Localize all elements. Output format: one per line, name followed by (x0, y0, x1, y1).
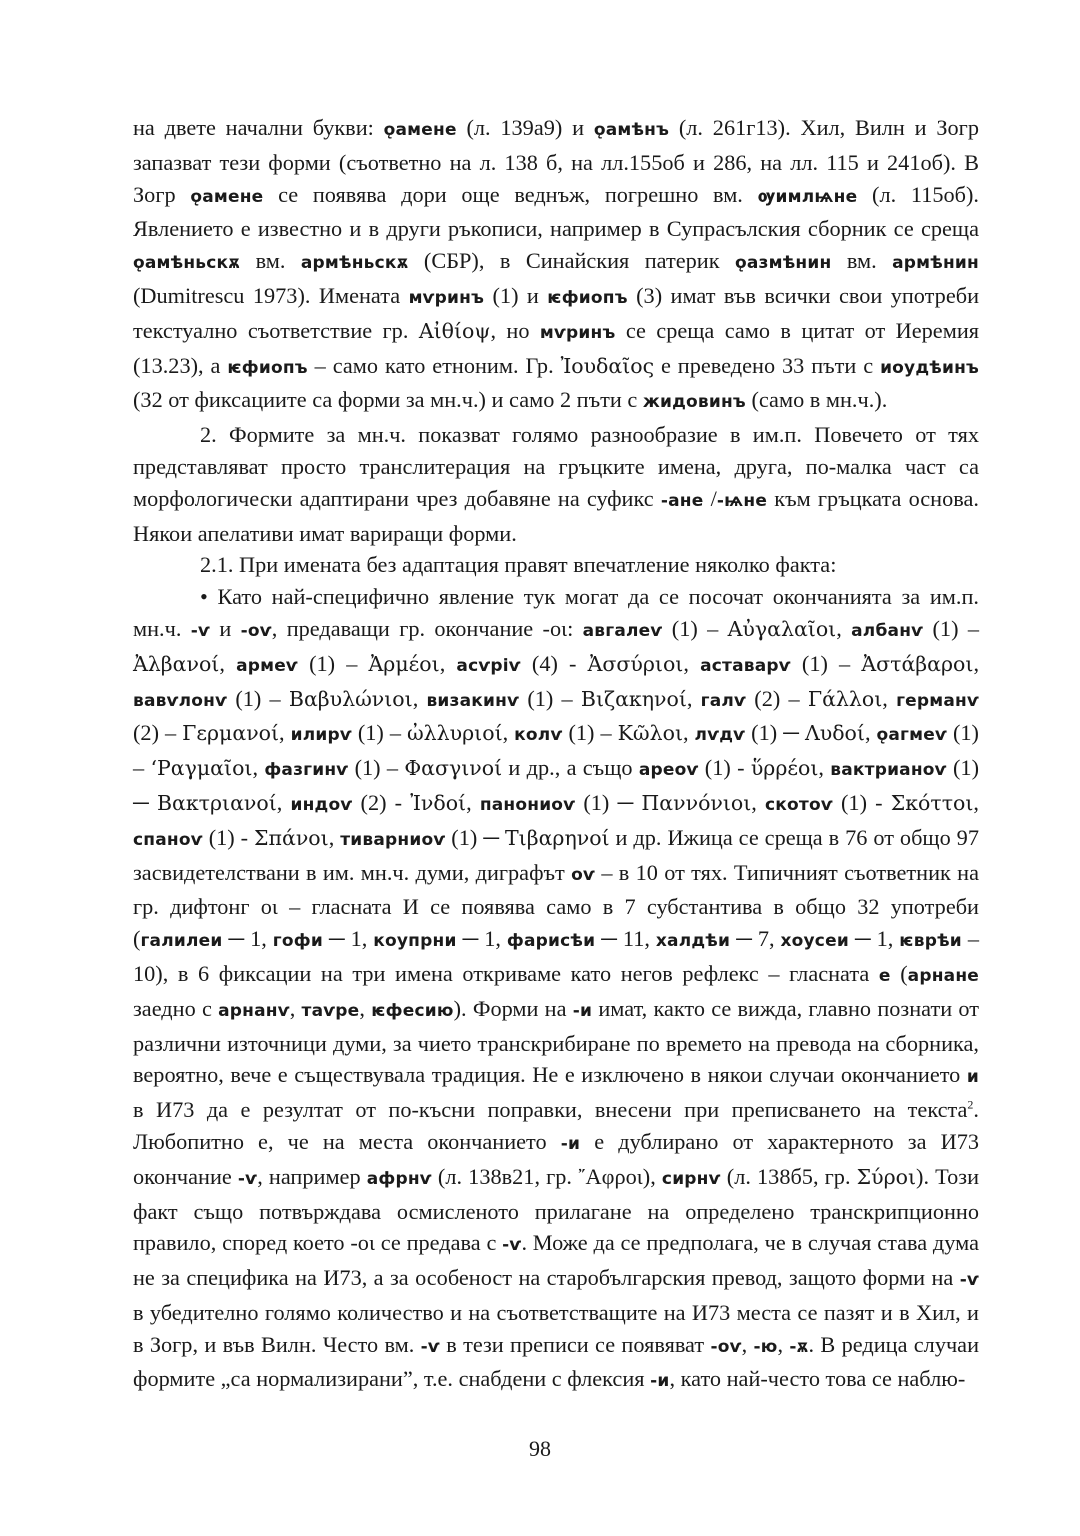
paragraph (133, 419, 979, 549)
old-church-slavonic-word: тиварниоѵ (340, 829, 446, 850)
old-church-slavonic-word: -ю (753, 1336, 778, 1357)
text-run: (1) – (297, 650, 369, 676)
text-run: е дублирано от характерното за И73 окончание (133, 1128, 979, 1189)
old-church-slavonic-word: фазгинѵ (264, 760, 349, 781)
greek-word: Βιζακηνοί (580, 686, 687, 711)
text-run: (само в мн.ч.). (745, 387, 888, 413)
old-church-slavonic-word: асѵріѵ (456, 655, 521, 676)
greek-word: Σκόττοι (890, 790, 974, 815)
text-run: ─ 7, (730, 926, 781, 952)
text-run: , (682, 720, 695, 746)
text-run: , (741, 1331, 754, 1357)
paragraph (133, 581, 979, 1398)
old-church-slavonic-word: панониоѵ (479, 794, 576, 815)
greek-word: Αἰθίοψ (418, 318, 491, 343)
greek-word: Kῶλοι (617, 721, 683, 746)
old-church-slavonic-word: ǫамѣньскѫ (133, 253, 241, 274)
old-church-slavonic-word: ѹимлѩне (757, 186, 858, 207)
old-church-slavonic-word: галилеи (140, 931, 223, 952)
greek-word: Τιβαρηνοί (505, 825, 610, 850)
text-run: ─ 1, (848, 926, 900, 952)
text-run: , (686, 685, 701, 711)
old-church-slavonic-word: армѣньскѫ (300, 253, 409, 274)
old-church-slavonic-word: коупрни (373, 931, 457, 952)
paragraph (133, 112, 979, 419)
text-run: (1) - (832, 789, 891, 815)
text-run: , (818, 755, 831, 781)
text-run: , (359, 995, 372, 1021)
old-church-slavonic-word: индоѵ (290, 794, 353, 815)
old-church-slavonic-word: ǫамене (190, 186, 264, 207)
greek-word: Σπάνοι (254, 825, 329, 850)
text-run: ( (890, 960, 908, 986)
greek-word: Γάλλοι (807, 686, 883, 711)
old-church-slavonic-word: иоудѣинъ (880, 357, 980, 378)
old-church-slavonic-word: спаноѵ (133, 829, 203, 850)
old-church-slavonic-word: -ѵ (237, 1168, 258, 1189)
greek-word: Παννόνιοι (641, 790, 752, 815)
text-run: е преведено 33 пъти с (654, 352, 881, 378)
text-run: ─ 1, (222, 926, 273, 952)
greek-word: Σύροι (856, 1164, 917, 1189)
text-run: вм. (240, 248, 301, 274)
old-church-slavonic-word: таѵре (301, 1000, 360, 1021)
old-church-slavonic-word: -ѫ (789, 1336, 809, 1357)
old-church-slavonic-word: авгалеѵ (582, 620, 663, 641)
text-run: . Любопитно е, че на места окончанието (133, 1097, 979, 1154)
text-run: (3) имат във всички свои употреби текстуално съответствие гр. (133, 282, 979, 343)
text-run: , (864, 720, 877, 746)
old-church-slavonic-word: гофи (272, 931, 323, 952)
old-church-slavonic-word: ǫамене (383, 120, 457, 140)
text-run: , (777, 1331, 790, 1357)
old-church-slavonic-word: германѵ (896, 690, 979, 711)
text-run: (л. 261г13). Хил, Вилн и Зогр запазват тези форми (съответно на л. 138 б, на лл.155об и 286, на лл. 115 и 241об). В Зогр (133, 115, 979, 207)
old-church-slavonic-word: галѵ (700, 690, 747, 711)
old-church-slavonic-word: -оѵ (710, 1336, 742, 1357)
old-church-slavonic-word: ǫамѣнъ (593, 120, 670, 140)
old-church-slavonic-word: арнане (907, 965, 980, 986)
old-church-slavonic-word: афрнѵ (366, 1168, 432, 1189)
text-run: , (751, 789, 766, 815)
text-run: (1) – (227, 685, 289, 711)
text-run: ─ 1, (322, 926, 374, 952)
old-church-slavonic-word: колѵ (514, 725, 563, 746)
old-church-slavonic-word: -и (650, 1371, 670, 1392)
old-church-slavonic-word: илирѵ (290, 725, 352, 746)
text-run: 2.1. При имената без адаптация правят впечатление няколко факта: (200, 552, 837, 578)
old-church-slavonic-word: -ѵ (190, 620, 211, 641)
text-run: 2. Формите за мн.ч. показват голямо разнообразие в им.п. Повечето от тях представляват просто транслитерация на гръцките имена, друга, по-малка част са морфологически адаптирани чрез добавяне на суфикс (133, 422, 979, 511)
text-run: • Като най-специфично явление тук могат да се посочат окончанията за им.п. мн.ч. (133, 584, 979, 641)
greek-word: Βακτριανοί (156, 790, 277, 815)
greek-word: Ἀρμέοι (368, 651, 440, 676)
text-run: се среща само в цитат от Иеремия (13.23), а (133, 317, 980, 378)
text-run: , като най-често това се наблю- (669, 1366, 966, 1392)
text-run: в тези преписи се появяват (439, 1331, 711, 1357)
text-run: (1) – (519, 685, 581, 711)
text-run: / (703, 485, 717, 511)
text-run: , (683, 650, 701, 676)
old-church-slavonic-word: вактрианоѵ (830, 760, 947, 781)
text-run: (1) ─ (575, 789, 642, 815)
text-run: , предаващи гр. окончание -οι: (271, 615, 583, 641)
text-run: на двете начални букви: (133, 115, 384, 140)
old-church-slavonic-word: ѥфиопъ (547, 287, 628, 308)
old-church-slavonic-word: и (966, 1067, 979, 1088)
old-church-slavonic-word: -ѵ (420, 1336, 440, 1357)
old-church-slavonic-word: -оѵ (240, 620, 272, 641)
text-run: , (279, 720, 291, 746)
text-run: (СБР), в Синайския патерик (408, 248, 735, 274)
greek-word: Φασγινοί (404, 756, 503, 781)
text-run: (1) – (562, 720, 618, 746)
text-run: (2) – (133, 720, 183, 746)
old-church-slavonic-word: скотоѵ (765, 794, 833, 815)
text-run: (1) – (790, 650, 862, 676)
old-church-slavonic-word: -ѵ (959, 1270, 979, 1291)
old-church-slavonic-word: албанѵ (851, 620, 924, 641)
greek-word: Αὐγαλαῖοι (727, 616, 837, 641)
old-church-slavonic-word: сирнѵ (661, 1168, 721, 1189)
text-run: , (439, 650, 457, 676)
old-church-slavonic-word: халдѣи (655, 931, 731, 952)
old-church-slavonic-word: визакинѵ (426, 690, 520, 711)
greek-word: ὠλλυριοί (406, 721, 503, 746)
old-church-slavonic-word: мѵринъ (408, 287, 485, 308)
old-church-slavonic-word: аставарѵ (700, 655, 791, 676)
text-run: , (412, 685, 427, 711)
text-run: (1) – (348, 755, 405, 781)
old-church-slavonic-word: -и (572, 1000, 593, 1021)
text-run: – в 10 от тях. Типичният съответник на гр. дифтонг οι – гласната И се появява само в 7 субстантива в общо 32 употреби ( (133, 859, 980, 952)
text-run: , (289, 995, 302, 1021)
text-run: , (328, 824, 341, 850)
greek-word: Βαβυλώνιοι (288, 686, 413, 711)
page-body (133, 112, 979, 1398)
text-run: . В редица случаи формите „са нормализирани”, т.е. снабдени с флексия (133, 1331, 980, 1392)
paragraph (133, 549, 979, 581)
text-run: , (219, 650, 237, 676)
old-church-slavonic-word: фарисѣи (506, 931, 596, 952)
text-run: към гръцката основа. Някои апелативи имат вариращи форми. (133, 485, 979, 546)
text-run: (1) ─ (133, 755, 979, 815)
greek-word: Ἰουδαῖος (560, 353, 655, 378)
text-run: и др., а също (502, 755, 639, 781)
text-run: (1) – (662, 615, 728, 641)
old-church-slavonic-word: -ѩне (716, 490, 768, 511)
greek-word: Λυδοί (804, 721, 865, 746)
text-run: . Може да се предполага, че в случая става дума не за специфика на И73, а за особеност на старобългарския превод, защото форми на (133, 1230, 979, 1291)
text-run: (л. 139а9) и (456, 115, 594, 140)
text-run: , (882, 685, 897, 711)
text-run: – 10), в 6 фиксации на три имена откриваме като негов рефлекс – гласната (133, 926, 979, 986)
old-church-slavonic-word: ѥфиопъ (227, 357, 308, 378)
text-run: вм. (831, 248, 893, 274)
text-run: (1) – (923, 615, 979, 641)
text-run: (л. 115об). Явлението е известно и в други ръкописи, например в Супрасълския сборник се среща (133, 181, 980, 242)
text-run: , (502, 720, 515, 746)
text-run: се появява дори още веднъж, погрешно вм. (263, 181, 758, 207)
old-church-slavonic-word: жидовинъ (642, 392, 746, 413)
old-church-slavonic-word: хоусеи (780, 931, 849, 952)
text-run: ). Форми на (453, 995, 573, 1021)
old-church-slavonic-word: ѥврѣи (899, 931, 962, 952)
old-church-slavonic-word: -ане (660, 490, 704, 511)
old-church-slavonic-word: е (878, 965, 891, 986)
text-run: (1) – (351, 720, 407, 746)
greek-word: Ἀλβανοί (133, 651, 220, 676)
text-run: (1) ─ (745, 720, 805, 746)
text-run: , (466, 789, 480, 815)
text-run: и (210, 615, 241, 641)
text-run: в И73 да е резултат от по-късни поправки, внесени при преписването на текста (133, 1097, 968, 1123)
greek-word: Ἀστάβαροι (861, 651, 974, 676)
text-run: , (276, 789, 291, 815)
old-church-slavonic-word: мѵринъ (539, 322, 616, 343)
old-church-slavonic-word: арнанѵ (218, 1000, 290, 1021)
text-run: в убедително голямо количество и на съответстващите на И73 места се пазят и в Хил, и в Зогр, и във Вилн. Често вм. (133, 1299, 979, 1357)
old-church-slavonic-word: -и (560, 1133, 581, 1154)
text-run: ─ 1, (456, 926, 507, 952)
old-church-slavonic-word: ǫазмѣнин (735, 253, 832, 274)
text-run: ). Този факт също потвърждава осмисленото прилагане на определено транскрипционно правило, според което -οι се предава с (133, 1163, 979, 1256)
text-run: (1) - (698, 755, 751, 781)
old-church-slavonic-word: ареоѵ (638, 760, 699, 781)
page-number: 98 (529, 1436, 551, 1461)
text-run: (1) - (202, 824, 255, 850)
text-run: ─ 11, (595, 926, 656, 952)
text-run: , (973, 789, 979, 815)
text-run: заедно с (133, 995, 219, 1021)
old-church-slavonic-word: вавѵлонѵ (133, 690, 228, 711)
greek-word: Ἰνδοί (410, 790, 467, 815)
text-run: (2) – (746, 685, 808, 711)
old-church-slavonic-word: ѥфесию (371, 1000, 454, 1021)
text-run: (л. 138б5, гр. (720, 1163, 857, 1189)
old-church-slavonic-word: ǫагмеѵ (876, 725, 947, 746)
text-run: (32 от фиксациите са форми за мн.ч.) и само 2 пъти с (133, 387, 643, 413)
text-run: имат, както се вижда, главно познати от различни източници думи, за чието транскрибиране по времето на превода на сборника, вероятно, вече е съществувала традиция. Не е изключено в някои случаи окончанието (133, 995, 979, 1088)
text-run: и др. Ижица се среща в 76 от общо 97 засвидетелствани в им. мн.ч. думи, диграфът (133, 824, 979, 885)
greek-word: ‘Ραγμαῖοι (150, 756, 253, 781)
text-run: (Dumitrescu 1973). Имената (133, 282, 409, 308)
text-run: , (252, 755, 265, 781)
text-run: (1) ─ (445, 824, 505, 850)
greek-word: Ἀσσύριοι (587, 651, 684, 676)
old-church-slavonic-word: армѣнин (892, 253, 979, 274)
text-run: , (973, 650, 980, 676)
text-run: – само като етноним. Гр. (307, 352, 561, 378)
text-run: (4) - (520, 650, 588, 676)
text-run: , (836, 615, 852, 641)
text-run: (1) и (484, 282, 548, 308)
greek-word: ὕρρέοι (750, 756, 819, 781)
greek-word: Γερμανοί (182, 721, 280, 746)
text-run: , но (490, 317, 540, 343)
text-run: , например (257, 1163, 367, 1189)
text-run: (л. 138в21, гр. ῎Αφροι), (431, 1163, 662, 1189)
old-church-slavonic-word: лѵдѵ (694, 725, 746, 746)
footnote-marker: 2 (967, 1097, 974, 1112)
old-church-slavonic-word: армеѵ (236, 655, 298, 676)
old-church-slavonic-word: -ѵ (502, 1235, 522, 1256)
old-church-slavonic-word: оѵ (571, 864, 596, 885)
text-run: (2) - (352, 789, 411, 815)
text-run: (1) – (133, 720, 979, 781)
